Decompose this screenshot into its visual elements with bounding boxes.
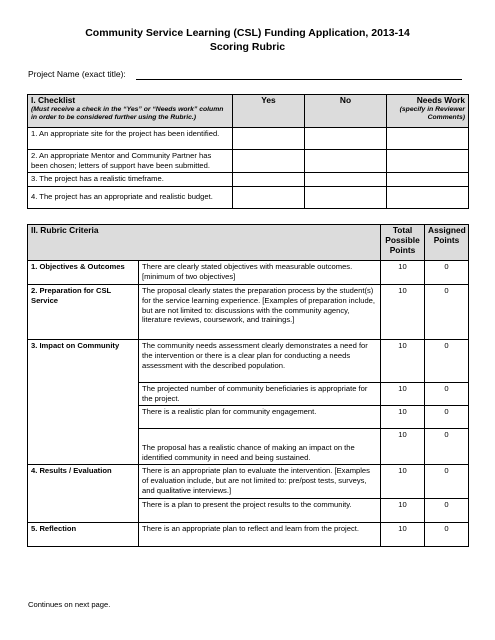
criterion-cell <box>28 429 139 465</box>
document-title: Community Service Learning (CSL) Funding Application, 2013-14 <box>85 27 410 39</box>
col-needs-work-label: Needs Work <box>416 95 465 105</box>
checklist-row <box>28 186 469 208</box>
rubric-row <box>28 383 469 406</box>
checklist-heading: I. Checklist <box>31 95 76 105</box>
rubric-row <box>28 499 469 523</box>
total-points-cell: 10 <box>381 340 425 383</box>
document-subtitle: Scoring Rubric <box>209 41 286 53</box>
assigned-points-cell[interactable]: 0 <box>425 285 469 340</box>
rubric-heading <box>28 225 381 261</box>
criterion-cell: 2. Preparation for CSL Service <box>28 285 139 340</box>
criterion-cell: 1. Objectives & Outcomes <box>28 261 139 285</box>
rubric-row <box>28 429 469 465</box>
assigned-points-cell[interactable]: 0 <box>425 340 469 383</box>
rubric-table <box>27 224 469 547</box>
description-cell: There is a realistic plan for community engagement. <box>139 406 381 429</box>
checkbox-needs-work[interactable] <box>387 186 469 208</box>
total-points-cell: 10 <box>381 406 425 429</box>
checkbox-needs-work[interactable] <box>387 128 469 150</box>
checklist-item: 3. The project has a realistic timeframe. <box>28 172 233 186</box>
checkbox-no[interactable] <box>305 186 387 208</box>
criterion-cell: 5. Reflection <box>28 523 139 547</box>
col-needs-work-header <box>387 95 469 128</box>
col-total-header: Total Possible Points <box>381 225 425 261</box>
rubric-row <box>28 340 469 383</box>
checkbox-no[interactable] <box>305 128 387 150</box>
project-name-label: Project Name (exact title): <box>28 69 126 79</box>
criterion-cell <box>28 383 139 406</box>
project-name-field[interactable] <box>136 79 462 80</box>
continues-note: Continues on next page. <box>28 600 111 609</box>
total-points-cell: 10 <box>381 499 425 523</box>
checklist-row <box>28 128 469 150</box>
description-cell: The projected number of community beneficiaries is appropriate for the project. <box>139 383 381 406</box>
checkbox-no[interactable] <box>305 172 387 186</box>
criterion-cell: 4. Results / Evaluation <box>28 465 139 499</box>
total-points-cell: 10 <box>381 285 425 340</box>
checklist-row <box>28 172 469 186</box>
description-cell: The proposal has a realistic chance of making an impact on the identified community in need and being sustained. <box>139 429 381 465</box>
checkbox-needs-work[interactable] <box>387 172 469 186</box>
assigned-points-cell[interactable]: 0 <box>425 465 469 499</box>
checkbox-yes[interactable] <box>233 186 305 208</box>
col-no-header: No <box>305 95 387 128</box>
col-yes-header: Yes <box>233 95 305 128</box>
rubric-row <box>28 523 469 547</box>
assigned-points-cell[interactable]: 0 <box>425 383 469 406</box>
total-points-cell: 10 <box>381 523 425 547</box>
description-cell: There is an appropriate plan to evaluate the intervention. [Examples of evaluation include, but are not limited to: pre/post tests, surveys, and qualitative interviews.] <box>139 465 381 499</box>
checkbox-yes[interactable] <box>233 150 305 173</box>
description-cell: There is a plan to present the project results to the community. <box>139 499 381 523</box>
checkbox-no[interactable] <box>305 150 387 173</box>
description-cell: The proposal clearly states the preparation process by the student(s) for the service learning experience. [Examples of preparation include, but are not limited to: discussions with the community agency, literature reviews, coursework, and trainings.] <box>139 285 381 340</box>
assigned-points-cell[interactable]: 0 <box>425 499 469 523</box>
col-assigned-header: Assigned Points <box>425 225 469 261</box>
description-cell: There is an appropriate plan to reflect and learn from the project. <box>139 523 381 547</box>
total-points-cell: 10 <box>381 429 425 465</box>
checklist-table <box>27 94 469 209</box>
total-points-cell: 10 <box>381 261 425 285</box>
checklist-item: 1. An appropriate site for the project has been identified. <box>28 128 233 150</box>
assigned-points-cell[interactable]: 0 <box>425 429 469 465</box>
checklist-heading-cell <box>28 95 233 128</box>
rubric-row <box>28 261 469 285</box>
checklist-item: 2. An appropriate Mentor and Community Partner has been chosen; letters of support have been submitted. <box>28 150 233 173</box>
assigned-points-cell[interactable]: 0 <box>425 261 469 285</box>
checklist-row <box>28 150 469 173</box>
rubric-heading-text: II. Rubric Criteria <box>31 225 99 235</box>
assigned-points-cell[interactable]: 0 <box>425 523 469 547</box>
rubric-row <box>28 465 469 499</box>
checkbox-yes[interactable] <box>233 128 305 150</box>
checkbox-needs-work[interactable] <box>387 150 469 173</box>
description-cell: There are clearly stated objectives with measurable outcomes. [minimum of two objectives] <box>139 261 381 285</box>
checklist-note: (Must receive a check in the “Yes” or “Needs work” column in order to be considered further using the Rubric.) <box>31 105 224 122</box>
criterion-cell <box>28 406 139 429</box>
total-points-cell: 10 <box>381 465 425 499</box>
description-cell: The community needs assessment clearly demonstrates a need for the intervention or there is a clear plan for conducting a needs assessment with the described population. <box>139 340 381 383</box>
checklist-header-row <box>28 95 469 128</box>
checkbox-yes[interactable] <box>233 172 305 186</box>
criterion-cell: 3. Impact on Community <box>28 340 139 383</box>
criterion-cell <box>28 499 139 523</box>
rubric-row <box>28 406 469 429</box>
rubric-header-row <box>28 225 469 261</box>
col-needs-work-note: (specify in Reviewer Comments) <box>399 105 465 122</box>
total-points-cell: 10 <box>381 383 425 406</box>
assigned-points-cell[interactable]: 0 <box>425 406 469 429</box>
checklist-item: 4. The project has an appropriate and realistic budget. <box>28 186 233 208</box>
rubric-row <box>28 285 469 340</box>
